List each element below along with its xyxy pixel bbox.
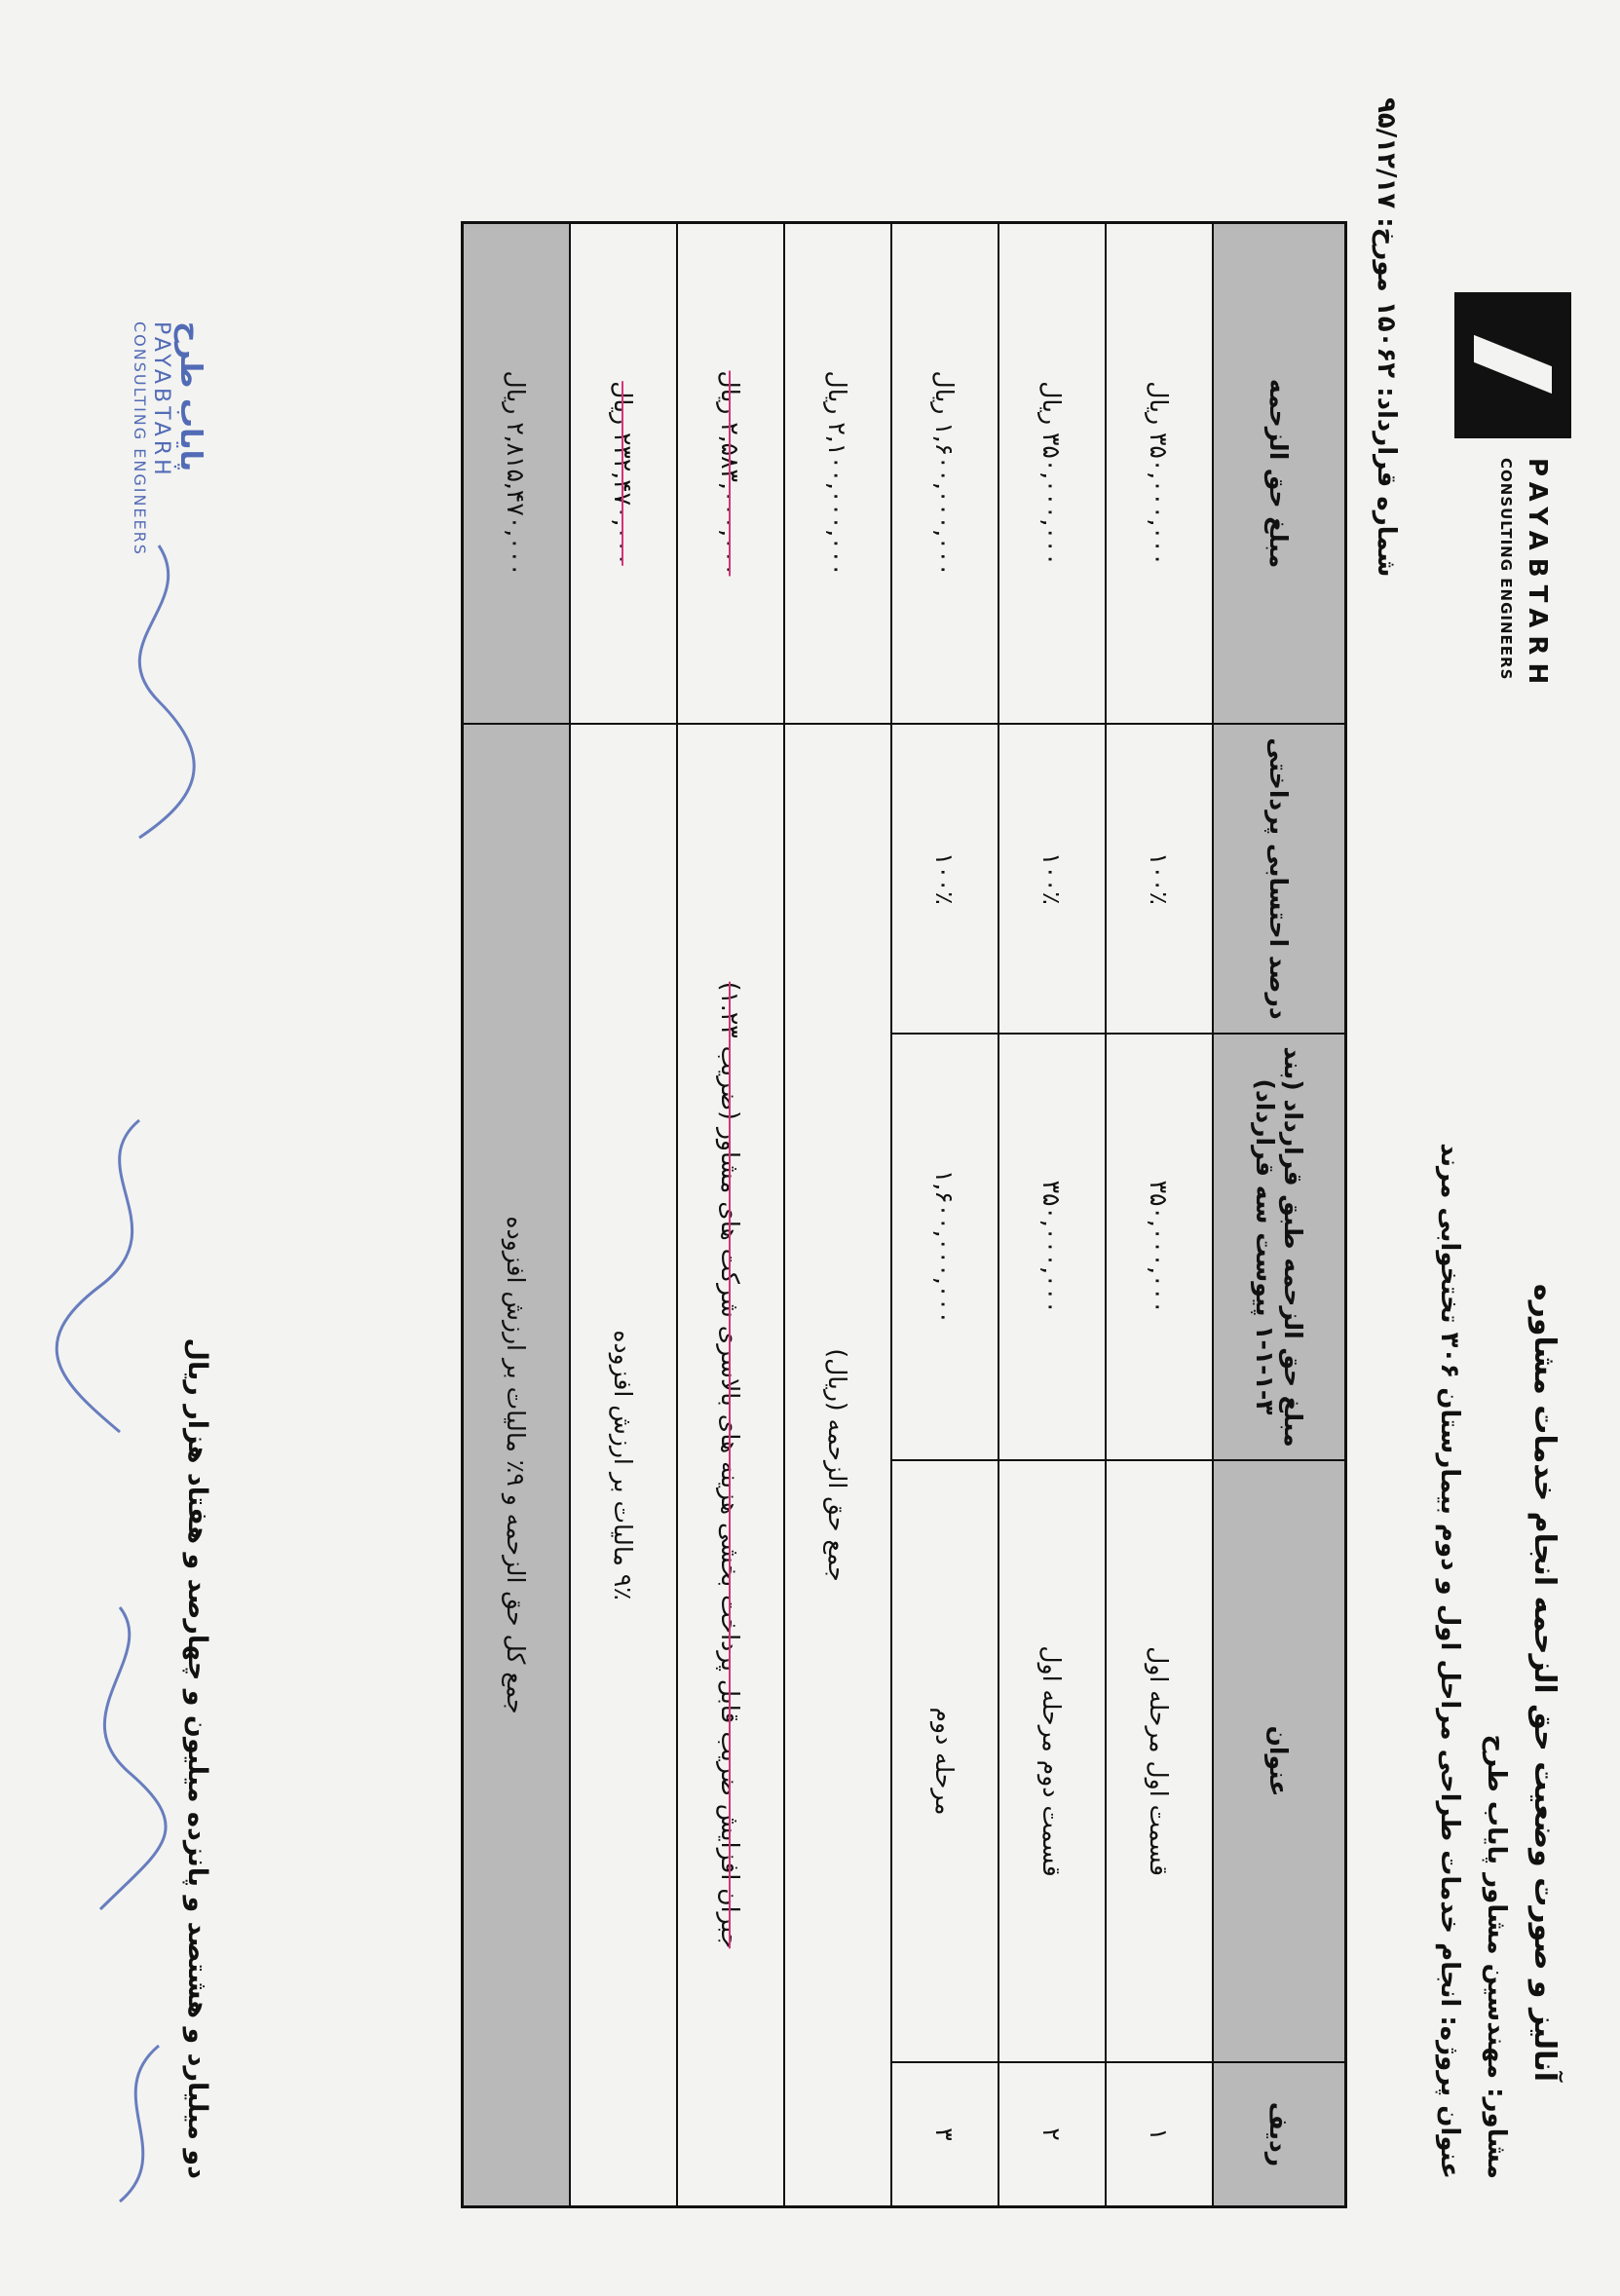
- total-value: ۲,۸۱۵,۴۷۰,۰۰۰ ریال: [463, 223, 571, 725]
- compensation-label: جبران افزایش ضریب قابل پرداخت بخشی هزینه های بالاسری شرکت های مشاور (ضریب ۱.۲۳): [677, 724, 784, 2207]
- sum-value: ۲,۱۰۰,۰۰۰,۰۰۰ ریال: [784, 223, 891, 725]
- document-title: آنالیز و صورت وضعیت حق الزحمه انجام خدمات مشاوره: [1527, 1283, 1562, 2082]
- header-title: عنوان: [1213, 1460, 1346, 2062]
- header-contract-amount: مبلغ حق الزحمه طبق قرارداد (بند ۳-۱-۱-۱ پیوست سه قرارداد): [1213, 1034, 1346, 1460]
- row-contract-amount: ۳۵۰,۰۰۰,۰۰۰: [1106, 1034, 1213, 1460]
- vat-label: ۹٪ مالیات بر ارزش افزوده: [570, 724, 677, 2207]
- header-fee: مبلغ حق الزحمه: [1213, 223, 1346, 725]
- logo-brand-text: PAYABTARH: [1523, 458, 1552, 693]
- vat-value: ۲۳۲,۴۷۰,۰۰۰ ریال: [570, 223, 677, 725]
- row-fee: ۳۵۰,۰۰۰,۰۰۰ ریال: [1106, 223, 1213, 725]
- row-fee: ۱,۶۰۰,۰۰۰,۰۰۰ ریال: [891, 223, 998, 725]
- row-number: ۳: [891, 2062, 998, 2207]
- header-percent: درصد احتسابی پرداختی: [1213, 724, 1346, 1034]
- row-percent: ۱۰۰٪: [1106, 724, 1213, 1034]
- row-fee: ۳۵۰,۰۰۰,۰۰۰ ریال: [998, 223, 1106, 725]
- consultant-line: مشاور: مهندسین مشاور پاياب طرح: [1482, 1734, 1511, 2179]
- row-percent: ۱۰۰٪: [891, 724, 998, 1034]
- row-title: قسمت دوم مرحله اول: [998, 1460, 1106, 2062]
- project-title-line: عنوان پروژه: انجام خدمات طراحی مراحل اول و دوم بیمارستان ۳۰۶ تختخوابی مرند: [1435, 1143, 1464, 2179]
- total-label: جمع کل حق الزحمه و ۹٪ مالیات بر ارزش افزوده: [463, 724, 571, 2207]
- row-title: مرحله دوم: [891, 1460, 998, 2062]
- row-contract-amount: ۱,۶۰۰,۰۰۰,۰۰۰: [891, 1034, 998, 1460]
- row-number: ۱: [1106, 2062, 1213, 2207]
- header-row-number: ردیف: [1213, 2062, 1346, 2207]
- contract-number-line: شماره قرارداد: ۱۵۰۶۲ مورخ: ۹۵/۱۲/۱۷: [1372, 97, 1401, 578]
- row-number: ۲: [998, 2062, 1106, 2207]
- row-title: قسمت اول مرحله اول: [1106, 1460, 1213, 2062]
- logo-subtitle-text: CONSULTING ENGINEERS: [1497, 458, 1515, 681]
- row-contract-amount: ۳۵۰,۰۰۰,۰۰۰: [998, 1034, 1106, 1460]
- amount-in-words: دو میلیارد و هشتصد و پانزده میلیون و چهارصد و هفتاد هزار ریال: [182, 1337, 212, 2179]
- sum-label: جمع حق الزحمه (ریال): [784, 724, 891, 2207]
- stamp-name-en: PAYABTARH: [149, 321, 173, 479]
- stamp-name-fa: پاياب طرح: [173, 321, 207, 472]
- stamp-subtitle-en: CONSULTING ENGINEERS: [131, 321, 149, 556]
- row-percent: ۱۰۰٪: [998, 724, 1106, 1034]
- compensation-value: ۲,۵۸۳,۰۰۰,۰۰۰ ریال: [677, 223, 784, 725]
